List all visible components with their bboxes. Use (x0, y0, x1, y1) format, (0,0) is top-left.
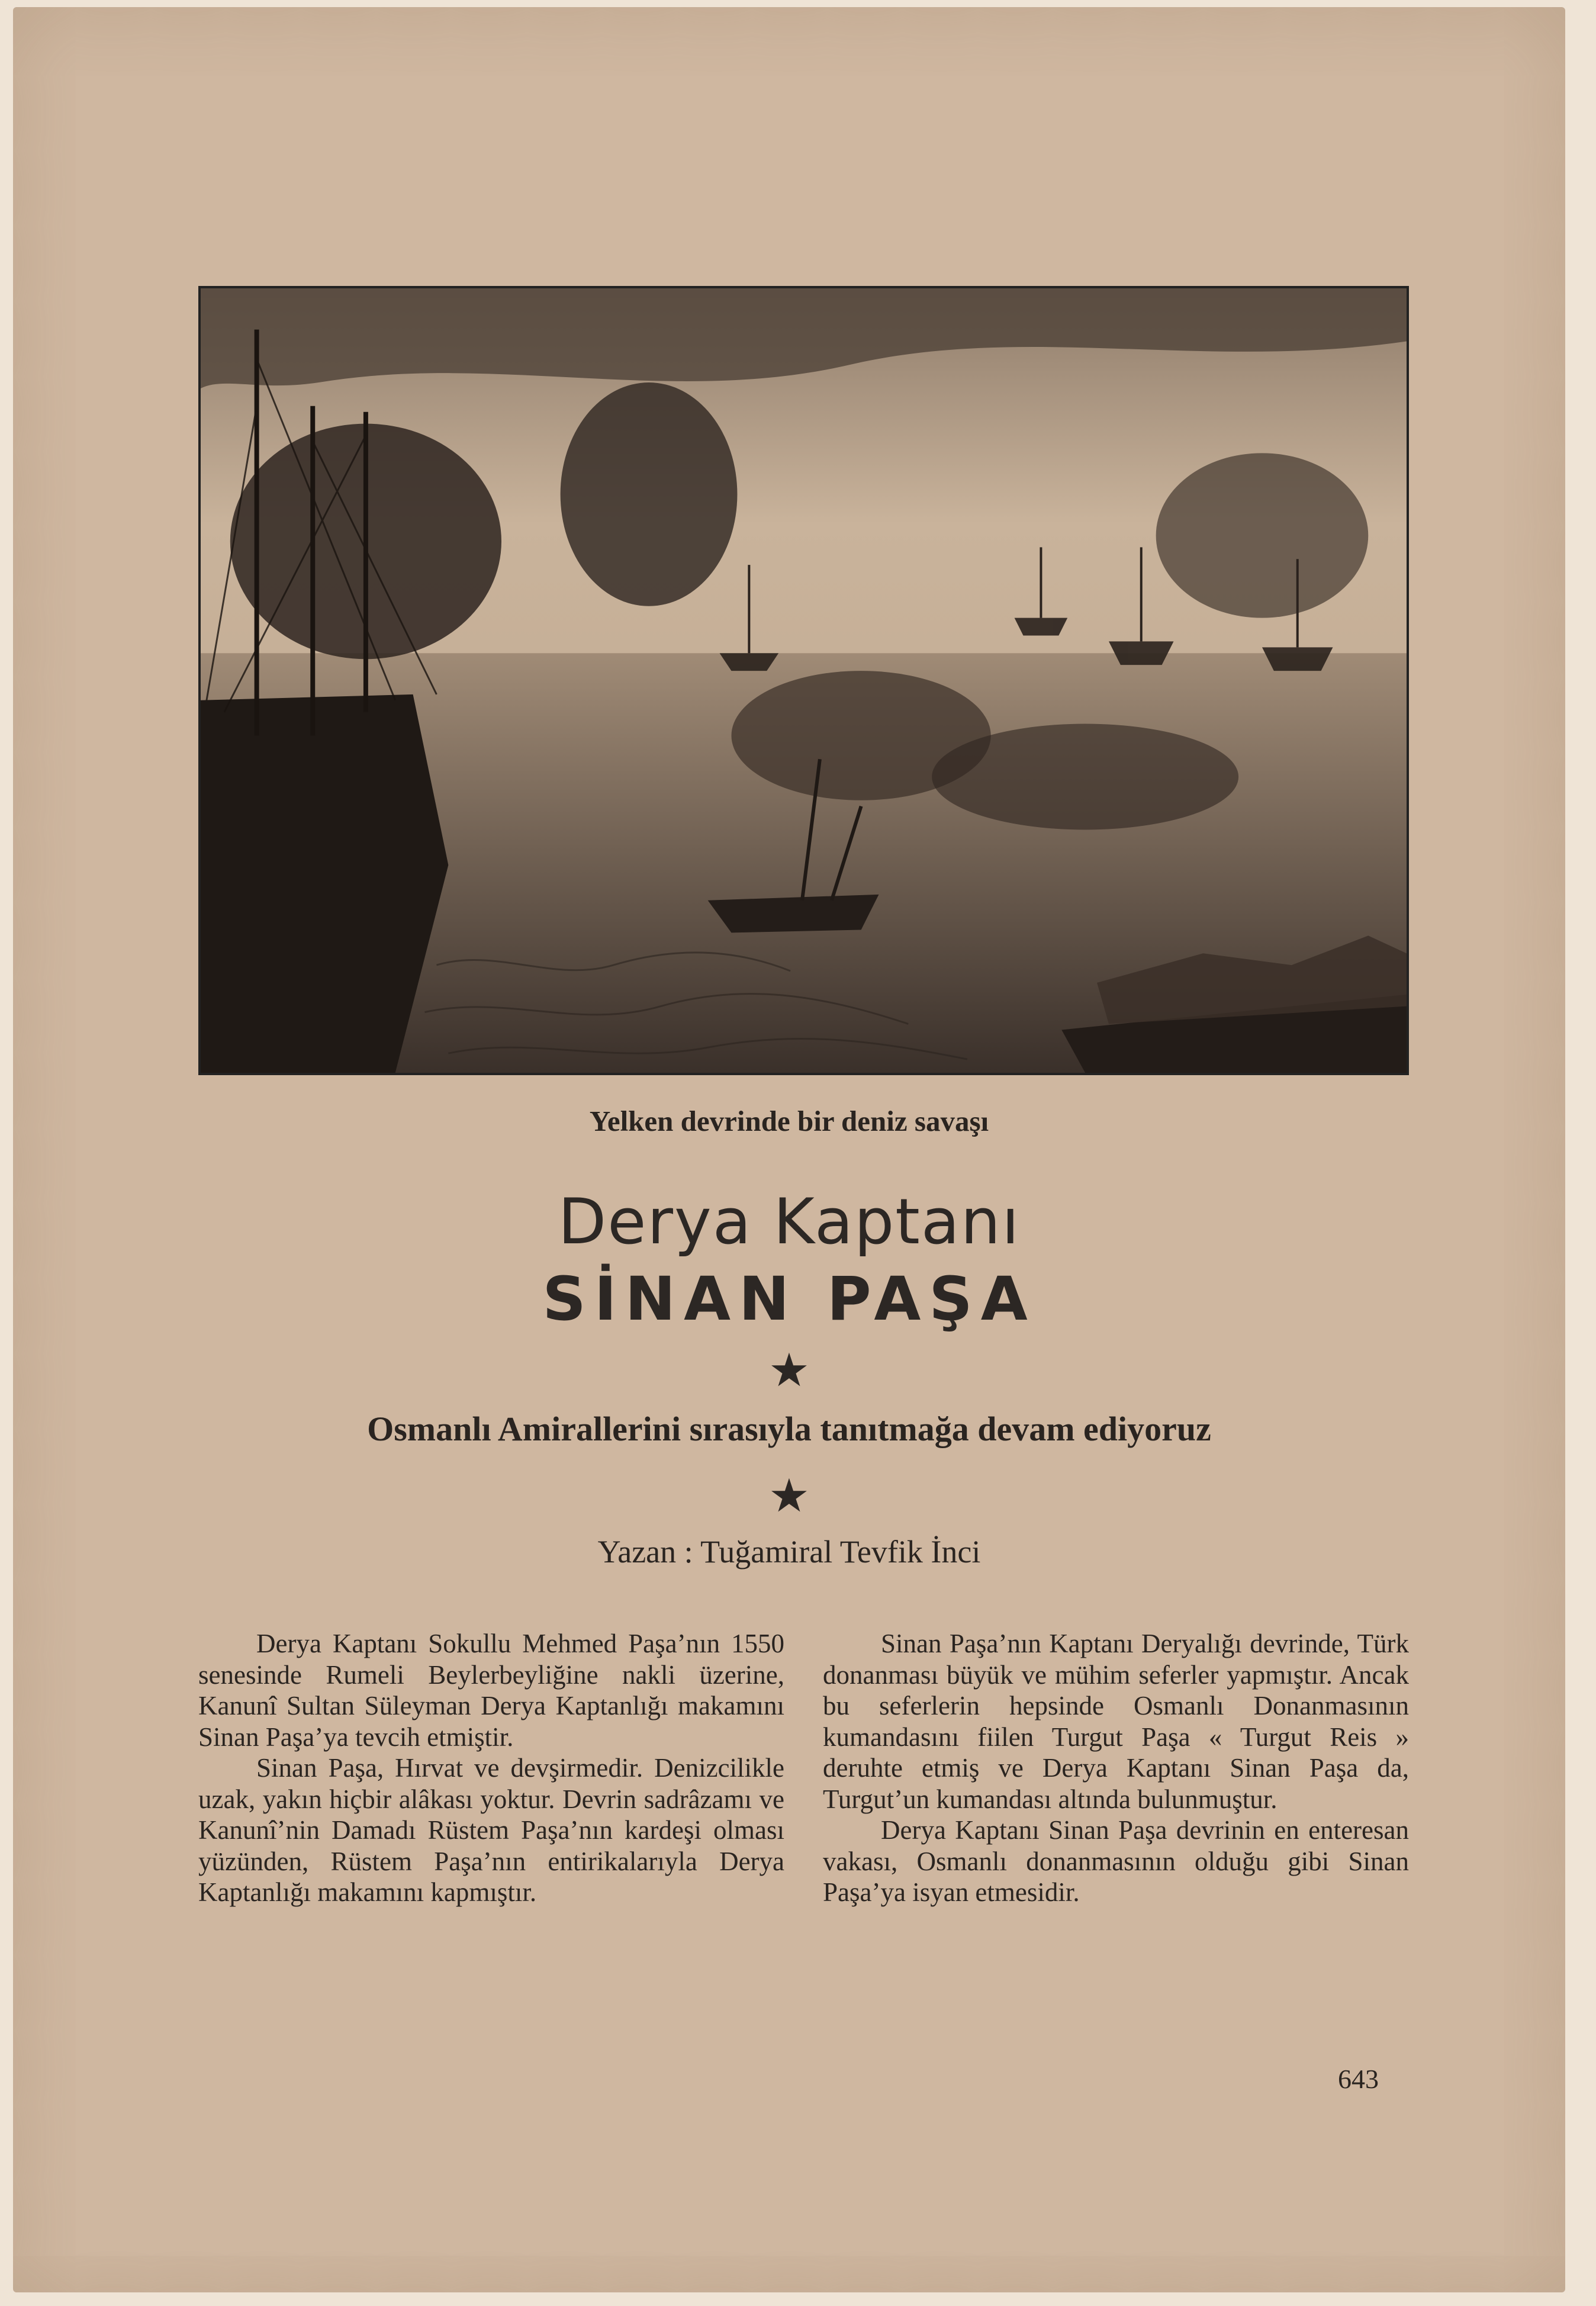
body-column-left (198, 1628, 784, 1908)
body-column-right (823, 1628, 1409, 1908)
page-number: 643 (1338, 2064, 1379, 2094)
article-subtitle: Osmanlı Amirallerini sırasıyla tanıtmağa devam ediyoruz (367, 1410, 1211, 1448)
body-paragraph: Sinan Paşa’nın Kaptanı Deryalığı devrinde, Türk donanması büyük ve mühim seferler yapmıştır. Ancak bu seferlerin hepsinde Osmanlı Donanmasının kumandasını fiilen Turgut Paşa « Turgut Reis » deruhte etmiş ve Derya Kaptanı Sinan Paşa da, Turgut’un kumandası altında bulunmuştur. (823, 1629, 1409, 1814)
figure-caption: Yelken devrinde bir deniz savaşı (589, 1105, 989, 1137)
body-paragraph: Sinan Paşa, Hırvat ve devşirmedir. Denizcilikle uzak, yakın hiçbir alâkası yoktur. Devrin sadrâzamı ve Kanunî’nin Damadı Rüstem Paşa’nın kardeşi olması yüzünden, Rüstem Paşa’nın entirikalarıyla Derya Kaptanlığı makamını kapmıştır. (198, 1753, 784, 1907)
engraving-illustration (201, 288, 1407, 1073)
star-ornament-top: ★ (768, 1344, 810, 1397)
article-title-line2: SİNAN PAŞA (542, 1264, 1036, 1334)
article-title-line1: Derya Kaptanı (558, 1185, 1021, 1258)
article-byline: Yazan : Tuğamiral Tevfik İnci (597, 1534, 981, 1570)
body-paragraph: Derya Kaptanı Sokullu Mehmed Paşa’nın 1550 senesinde Rumeli Beylerbeyliğine nakli üzerine, Kanunî Sultan Süleyman Derya Kaptanlığı makamını Sinan Paşa’ya tevcih etmiştir. (198, 1629, 784, 1752)
magazine-page (13, 7, 1565, 2292)
naval-battle-engraving (198, 286, 1409, 1075)
star-ornament-bottom: ★ (768, 1469, 810, 1523)
body-paragraph: Derya Kaptanı Sinan Paşa devrinin en enteresan vakası, Osmanlı donanmasının olduğu gibi Sinan Paşa’ya isyan etmesidir. (823, 1815, 1409, 1907)
